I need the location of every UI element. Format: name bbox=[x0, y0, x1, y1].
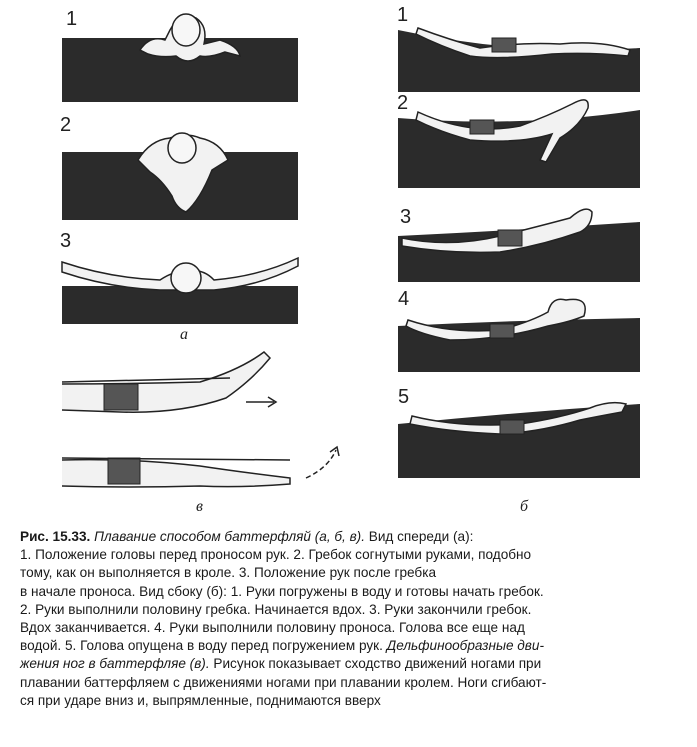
panel-b-frame-5 bbox=[398, 403, 640, 478]
panel-b-letter: б bbox=[520, 498, 529, 515]
panel-b-label-5: 5 bbox=[398, 386, 410, 408]
caption-line: 2. Руки выполнили половину гребка. Начинается вдох. 3. Руки закончили гребок. bbox=[20, 601, 532, 617]
panel-v-legs bbox=[62, 352, 339, 487]
caption-fig-number: Рис. 15.33. bbox=[20, 529, 91, 544]
caption-line6-start: водой. 5. Голова опущена в воду перед погружением рук. bbox=[20, 638, 383, 654]
panel-b-frame-3 bbox=[398, 209, 640, 282]
panel-a-label-2: 2 bbox=[60, 114, 72, 136]
caption-line-1 bbox=[20, 528, 684, 546]
caption-line-9: ся при ударе вниз и, выпрямленные, поднимаются вверх bbox=[20, 692, 381, 708]
caption-line7-italic: жения ног в баттерфляе (в). bbox=[20, 656, 210, 672]
panel-b-frame-2 bbox=[398, 100, 640, 188]
caption-line-8: плавании баттерфляем с движениями ногами при плавании кролем. Ноги сгибают- bbox=[20, 674, 547, 690]
caption-line-7 bbox=[20, 655, 684, 673]
caption-line: 1. Положение головы перед проносом рук. 2. Гребок согнутыми руками, подобно bbox=[20, 547, 532, 563]
panel-b-label-2: 2 bbox=[397, 92, 409, 114]
panel-b-label-1: 1 bbox=[397, 4, 409, 26]
panel-a-frame-3 bbox=[62, 258, 298, 324]
caption-title: Плавание способом баттерфляй (а, б, в). bbox=[94, 529, 365, 544]
panel-b-frame-4 bbox=[398, 299, 640, 372]
panel-b-label-4: 4 bbox=[398, 288, 410, 310]
caption-line: Вдох заканчивается. 4. Руки выполнили половину проноса. Голова все еще над bbox=[20, 620, 525, 636]
caption-line-6 bbox=[20, 637, 684, 655]
panel-a-label-3: 3 bbox=[60, 230, 72, 252]
panel-a-letter: а bbox=[180, 326, 188, 343]
caption-line: в начале проноса. Вид сбоку (б): 1. Руки погружены в воду и готовы начать гребок. bbox=[20, 583, 544, 599]
caption-line1-tail: Вид спереди (а): bbox=[368, 529, 474, 544]
panel-a-label-1: 1 bbox=[66, 8, 78, 30]
caption-line6-italic: Дельфинообразные дви- bbox=[386, 638, 544, 654]
panel-a-frame-1 bbox=[62, 14, 298, 102]
panel-v-letter: в bbox=[196, 498, 203, 515]
panel-b-frame-1 bbox=[398, 28, 640, 92]
panel-b-label-3: 3 bbox=[400, 206, 412, 228]
panel-a-frame-2 bbox=[62, 133, 298, 220]
caption-line7-tail: Рисунок показывает сходство движений ногами при bbox=[213, 656, 542, 672]
figure-caption bbox=[20, 528, 684, 710]
caption-line: тому, как он выполняется в кроле. 3. Положение рук после гребка bbox=[20, 565, 437, 581]
